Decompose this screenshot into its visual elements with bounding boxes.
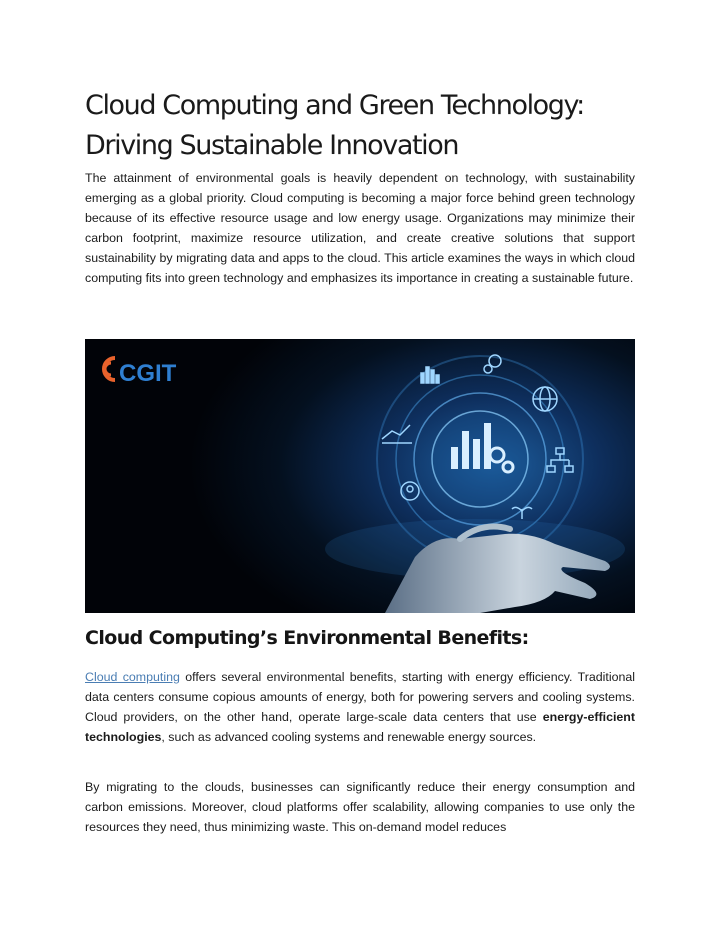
intro-paragraph: The attainment of environmental goals is heavily dependent on technology, with sustainability emerging as a global priority. Cloud computing is becoming a major force behind green technology because of its effective resource usage and low energy usage. Organizations may minimize their carbon footprint, maximize resource utilization, and create creative solutions that support sustainability by migrating data and apps to the cloud. This article examines the ways in which cloud computing fits into green technology and emphasizes its importance in creating a sustainable future. [85,171,635,285]
hero-image [85,339,635,613]
hero-illustration [85,339,635,613]
globe-icon [533,387,557,411]
article-title [85,86,645,166]
section-heading: Cloud Computing’s Environmental Benefits: [85,627,529,649]
trend-chart-icon [382,425,412,443]
title-line-2: Driving Sustainable Innovation [85,130,459,161]
plant-icon [512,507,532,519]
title-line-1: Cloud Computing and Green Technology: [85,90,584,121]
person-head-icon [401,482,419,500]
cloud-computing-link[interactable]: Cloud computing [85,670,180,684]
migration-paragraph: By migrating to the clouds, businesses can significantly reduce their energy consumption and carbon emissions. Moreover, cloud platforms offer scalability, allowing companies to use only the resources they need, thus minimizing waste. This on-demand model reduces [85,780,635,834]
svg-text:CGIT: CGIT [119,360,177,387]
benefits-text-part-2: , such as advanced cooling systems and renewable energy sources. [161,730,537,744]
benefits-paragraph [85,667,635,747]
org-chart-icon [547,448,573,472]
energy-efficient-emphasis: energy-efficient technologies [85,710,635,744]
cgit-logo [104,358,177,387]
benefits-text-part-1: offers several environmental benefits, starting with energy efficiency. Traditional data centers consume copious amounts of energy, both for powering servers and cooling systems. Cloud providers, on the other hand, operate large-scale data centers that use [85,670,636,724]
